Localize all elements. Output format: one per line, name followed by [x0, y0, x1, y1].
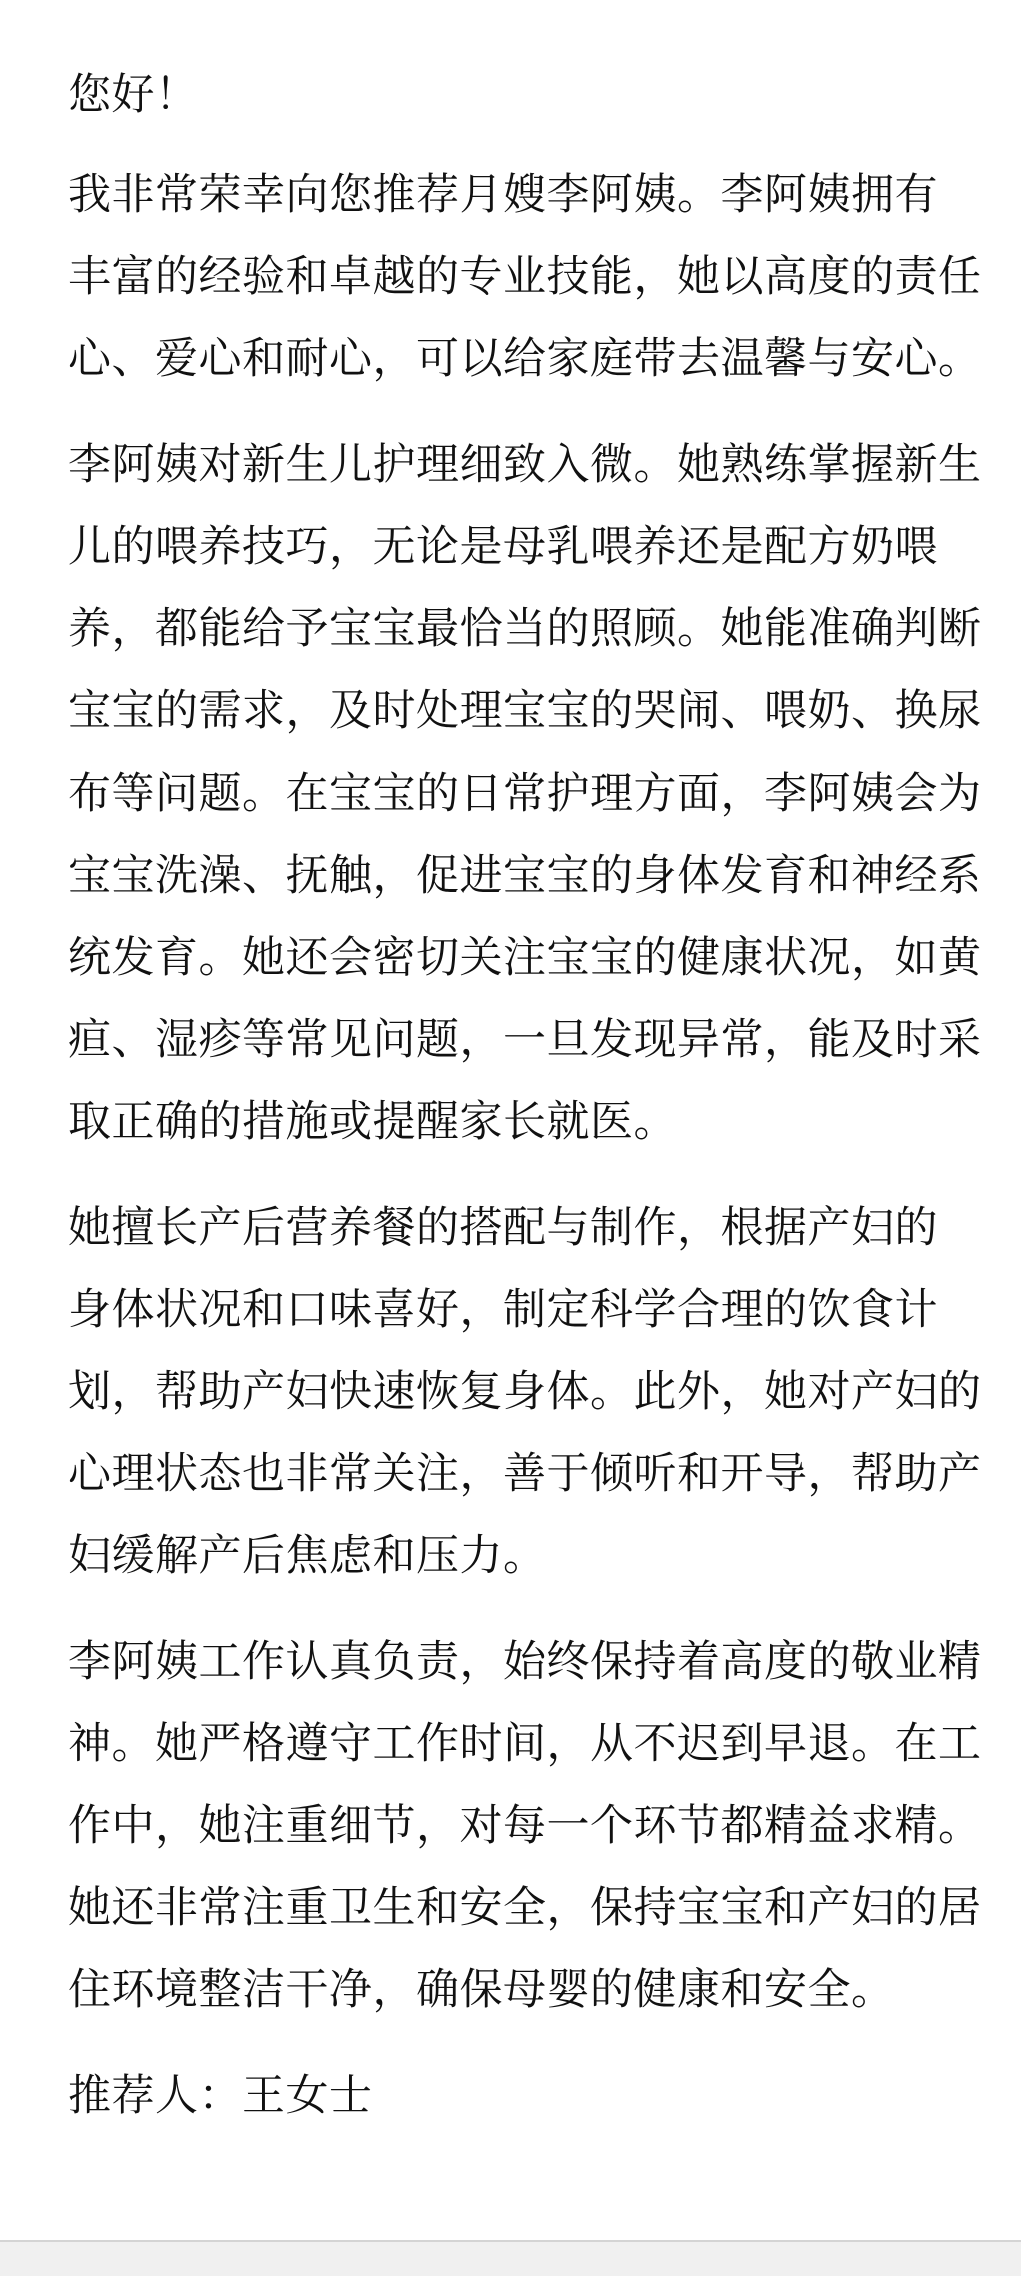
paragraph-line: 作中，她注重细节，对每一个环节都精益求精。 — [68, 1801, 982, 1851]
paragraph-line: 她擅长产后营养餐的搭配与制作，根据产妇的 — [68, 1203, 938, 1253]
paragraph-line: 李阿姨对新生儿护理细致入微。她熟练掌握新生 — [68, 440, 982, 490]
signature: 推荐人：王女士 — [68, 2071, 373, 2121]
paragraph-line: 心理状态也非常关注，善于倾听和开导，帮助产 — [68, 1449, 982, 1499]
paragraph-line: 李阿姨工作认真负责，始终保持着高度的敬业精 — [68, 1637, 982, 1687]
paragraph-line: 宝宝洗澡、抚触，促进宝宝的身体发育和神经系 — [68, 851, 982, 901]
paragraph-line: 妇缓解产后焦虑和压力。 — [68, 1531, 547, 1581]
paragraph-line: 疸、湿疹等常见问题，一旦发现异常，能及时采 — [68, 1015, 982, 1065]
paragraph-line: 身体状况和口味喜好，制定科学合理的饮食计 — [68, 1285, 938, 1335]
paragraph-line: 儿的喂养技巧，无论是母乳喂养还是配方奶喂 — [68, 522, 938, 572]
paragraph-line: 我非常荣幸向您推荐月嫂李阿姨。李阿姨拥有 — [68, 170, 938, 220]
greeting: 您好！ — [68, 70, 199, 120]
paragraph-line: 统发育。她还会密切关注宝宝的健康状况，如黄 — [68, 933, 982, 983]
paragraph-line: 住环境整洁干净，确保母婴的健康和安全。 — [68, 1965, 895, 2015]
paragraph-line: 丰富的经验和卓越的专业技能，她以高度的责任 — [68, 252, 982, 302]
bottom-bar — [0, 2240, 1021, 2276]
paragraph-line: 宝宝的需求，及时处理宝宝的哭闹、喂奶、换尿 — [68, 686, 982, 736]
paragraph-line: 取正确的措施或提醒家长就医。 — [68, 1097, 677, 1147]
paragraph-line: 神。她严格遵守工作时间，从不迟到早退。在工 — [68, 1719, 982, 1769]
paragraph-line: 她还非常注重卫生和安全，保持宝宝和产妇的居 — [68, 1883, 982, 1933]
paragraph-line: 心、爱心和耐心，可以给家庭带去温馨与安心。 — [68, 334, 982, 384]
paragraph-line: 布等问题。在宝宝的日常护理方面，李阿姨会为 — [68, 769, 982, 819]
paragraph-line: 养，都能给予宝宝最恰当的照顾。她能准确判断 — [68, 604, 982, 654]
paragraph-line: 划，帮助产妇快速恢复身体。此外，她对产妇的 — [68, 1367, 982, 1417]
